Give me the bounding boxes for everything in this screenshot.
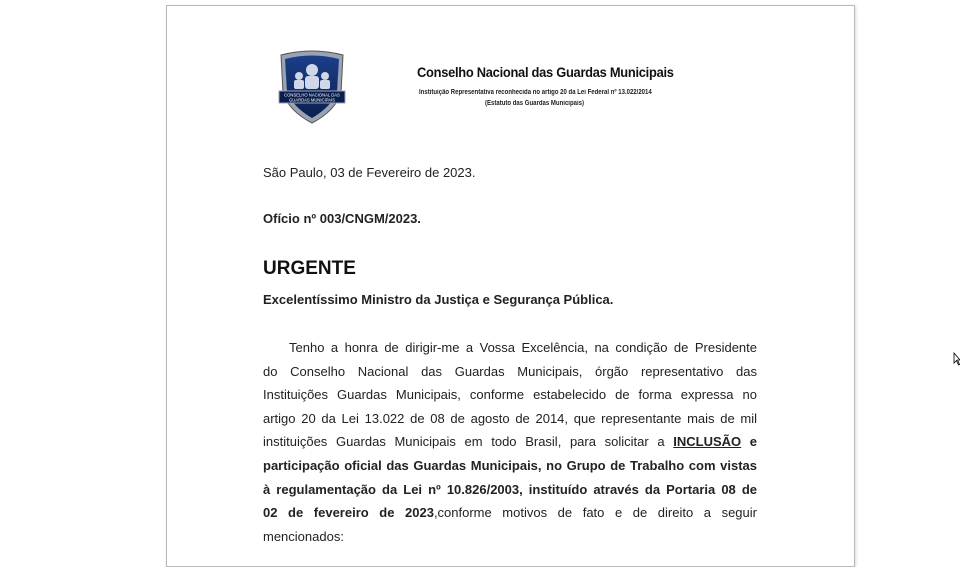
body-line-bold: à regulamentação da Lei nº 10.826/2003, instituído através da Portaria 08 de	[263, 481, 757, 497]
organization-subtitle: Instituição Representativa reconhecida no artigo 20 da Lei Federal nº 13.022/2014	[419, 89, 652, 96]
body-line: mencionados:	[263, 528, 344, 544]
body-line: do Conselho Nacional das Guardas Municipais, órgão representativo das	[263, 363, 757, 379]
body-line: Instituições Guardas Municipais, conforme estabelecido de forma expressa no	[263, 387, 757, 403]
svg-text:CONSELHO NACIONAL DAS: CONSELHO NACIONAL DAS	[284, 92, 340, 98]
inclusion-emphasis: INCLUSÃO	[673, 434, 742, 450]
mouse-cursor-icon	[953, 352, 960, 366]
scroll-area-right	[854, 0, 960, 552]
letter-reference: Ofício nº 003/CNGM/2023.	[263, 211, 421, 226]
body-line: Tenho a honra de dirigir-me a Vossa Excelência, na condição de Presidente	[289, 340, 757, 355]
letter-body-paragraph	[263, 336, 757, 548]
body-line	[263, 430, 757, 454]
body-line: artigo 20 da Lei 13.022 de 08 de agosto de 2014, que representante mais de mil	[263, 410, 757, 426]
cngm-logo-emblem	[275, 49, 349, 125]
letter-salutation: Excelentíssimo Ministro da Justiça e Segurança Pública.	[263, 292, 614, 307]
body-text-bold: e	[741, 434, 758, 450]
document-page	[166, 5, 855, 567]
body-text: instituições Guardas Municipais em todo Brasil, para solicitar a	[263, 434, 674, 450]
body-line	[263, 501, 757, 525]
body-text: ,conforme motivos de fato e de direito a seguir	[433, 505, 757, 521]
body-text-bold: 02 de fevereiro de 2023	[263, 505, 434, 521]
svg-text:GUARDAS MUNICIPAIS: GUARDAS MUNICIPAIS	[289, 97, 335, 103]
body-line-bold: participação oficial das Guardas Municipais, no Grupo de Trabalho com vistas	[263, 457, 757, 473]
organization-subtitle-statute: (Estatuto das Guardas Municipais)	[485, 100, 585, 107]
letter-date: São Paulo, 03 de Fevereiro de 2023.	[263, 165, 476, 180]
urgency-heading: URGENTE	[263, 258, 356, 279]
organization-title: Conselho Nacional das Guardas Municipais	[417, 64, 674, 80]
